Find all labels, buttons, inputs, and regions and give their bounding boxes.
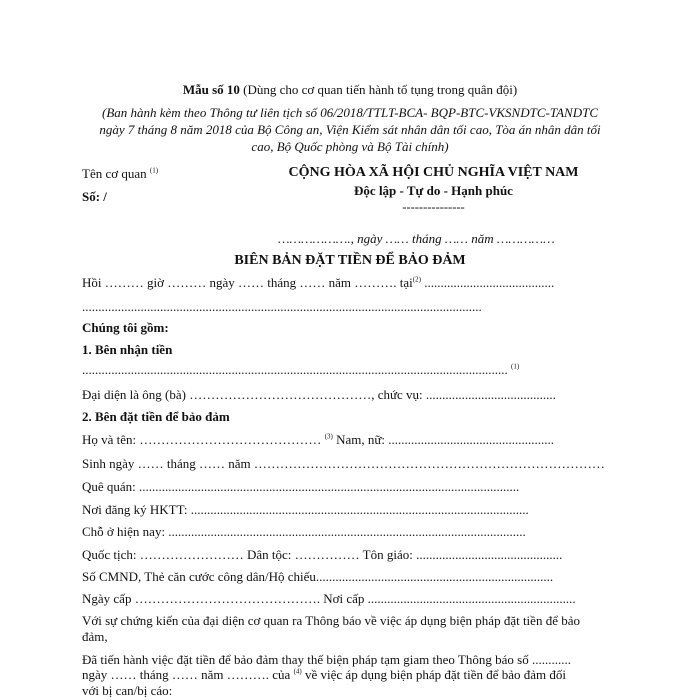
form-heading <box>0 82 700 98</box>
issued-line-3: cao, Bộ Quốc phòng và Bộ Tài chính) <box>251 139 449 154</box>
witness-line-1: Với sự chứng kiến của đại diện cơ quan ra Thông báo về việc áp dụng biện pháp đặt tiền để bảo <box>82 613 580 628</box>
gender-text: Nam, nữ: ................................................... <box>332 432 555 447</box>
agency-name-note: (1) <box>149 166 159 175</box>
receiver-note: (1) <box>511 362 520 371</box>
issued-line-2: ngày 7 tháng 8 năm 2018 của Bộ Công an, Viện Kiểm sát nhân dân tối cao, Tòa án nhân dân tối <box>99 122 601 137</box>
document-number: Số: / <box>82 189 107 204</box>
done-line-1: Đã tiến hành việc đặt tiền để bảo đảm thay thế biện pháp tạm giam theo Thông báo số ............ <box>82 652 571 667</box>
place-line-2: ........................................................................................................................... <box>82 299 482 314</box>
done-line-2-rest: về việc áp dụng biện pháp đặt tiền để bảo đảm đối <box>301 667 567 682</box>
current-residence-line: Chỗ ở hiện nay: .............................................................................................................. <box>82 524 526 539</box>
we-include-heading: Chúng tôi gồm: <box>82 320 169 335</box>
done-line-2-text: ngày …… tháng …… năm ………. của <box>82 667 294 682</box>
section-receiver-heading: 1. Bên nhận tiền <box>82 342 173 357</box>
id-document-line: Số CMND, Thẻ căn cước công dân/Hộ chiếu......................................................................... <box>82 569 554 584</box>
receiver-line <box>82 362 519 378</box>
fullname-line <box>82 432 554 448</box>
time-place-text: Hồi ……… giờ ……… ngày …… tháng …… năm ………. tại <box>82 275 413 290</box>
fullname-text: Họ và tên: …………………………………… <box>82 432 322 447</box>
national-title: CỘNG HÒA XÃ HỘI CHỦ NGHĨA VIỆT NAM <box>288 165 579 180</box>
permanent-residence-line: Nơi đăng ký HKTT: ........................................................................................................ <box>82 502 529 517</box>
document-title: BIÊN BẢN ĐẶT TIỀN ĐỂ BẢO ĐẢM <box>234 253 466 268</box>
issue-line: Ngày cấp ……………………………………. Nơi cấp ................................................................ <box>82 591 576 606</box>
time-place-line <box>82 275 554 291</box>
form-usage: (Dùng cho cơ quan tiến hành tố tụng trong quân đội) <box>239 82 518 97</box>
motto-underline: --------------- <box>402 200 465 214</box>
time-place-dots: ........................................ <box>420 275 555 290</box>
done-line-2 <box>82 667 566 683</box>
national-motto: Độc lập - Tự do - Hạnh phúc <box>354 183 513 198</box>
fullname-note: (3) <box>324 432 333 441</box>
representative-line: Đại diện là ông (bà) ……………………………………, chức vụ: ........................................ <box>82 387 556 402</box>
hometown-line: Quê quán: ..................................................................................................................... <box>82 479 520 494</box>
section-depositor-heading: 2. Bên đặt tiền để bảo đảm <box>82 409 230 424</box>
nationality-line: Quốc tịch: …………………… Dân tộc: …………… Tôn giáo: ............................................. <box>82 547 563 562</box>
done-line-2-note: (4) <box>293 667 302 676</box>
agency-name-label: Tên cơ quan <box>82 166 150 181</box>
issued-line-1: (Ban hành kèm theo Thông tư liên tịch số 06/2018/TTLT-BCA- BQP-BTC-VKSNDTC-TANDTC <box>101 105 599 120</box>
form-number: Mẫu số 10 <box>182 82 240 97</box>
done-line-3: với bị can/bị cáo: <box>82 683 173 698</box>
date-line: ………………., ngày …… tháng …… năm …………… <box>278 231 555 246</box>
agency-name <box>82 166 158 182</box>
birth-line: Sinh ngày …… tháng …… năm ……………………………………………………………………… <box>82 456 605 471</box>
receiver-dots: ................................................................................................................................... <box>82 362 508 377</box>
time-place-note: (2) <box>412 275 421 284</box>
witness-line-2: đảm, <box>82 629 108 644</box>
